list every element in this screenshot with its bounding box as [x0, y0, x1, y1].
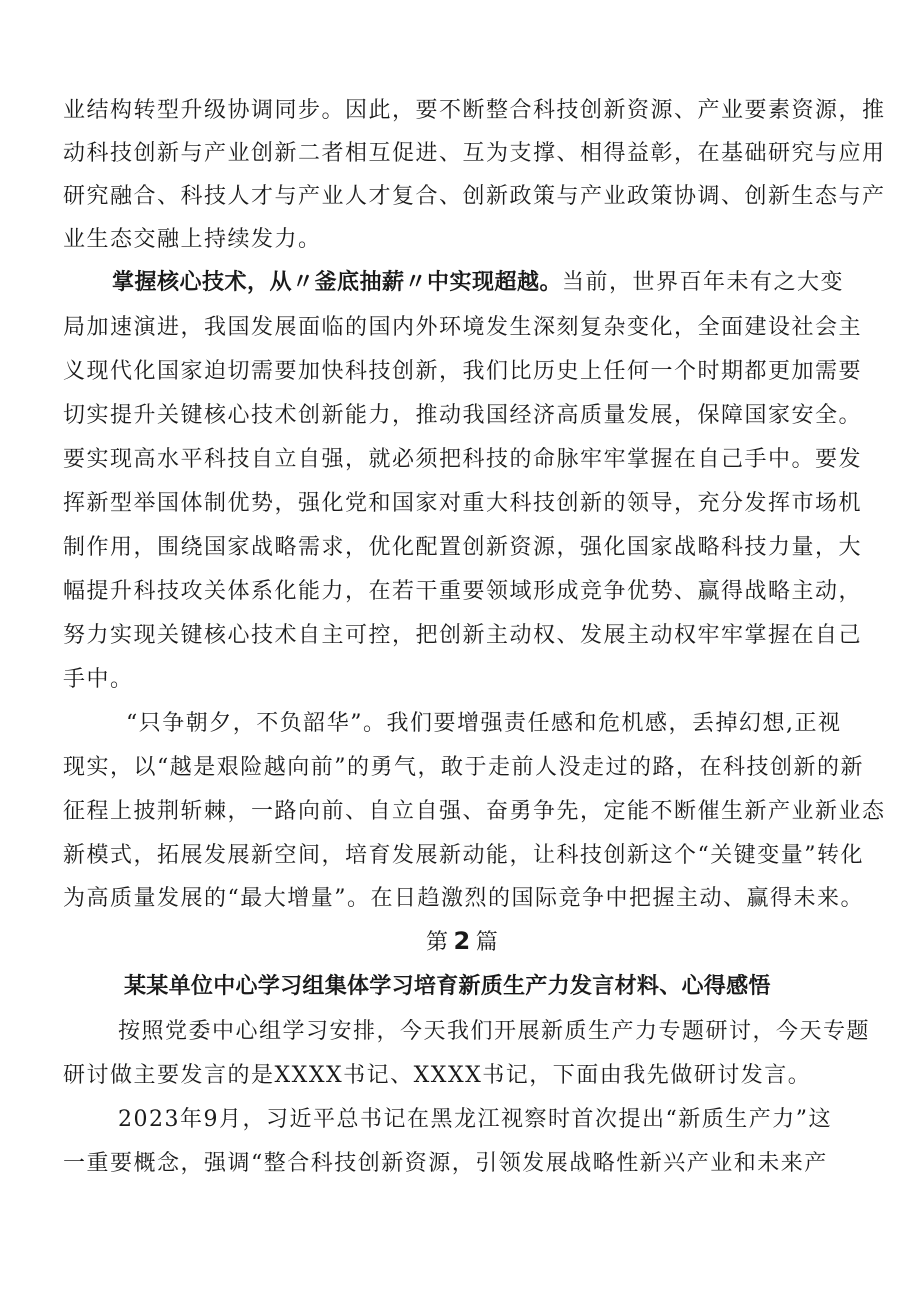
- section-label-prefix: 第: [426, 930, 450, 955]
- paragraph-line: 研究融合、科技人才与产业人才复合、创新政策与产业政策协调、创新生态与产: [63, 184, 886, 209]
- section-title-text: 某某单位中心学习组集体学习培育新质生产力发言材料、心得感悟: [124, 974, 771, 999]
- paragraph-line: 切实提升关键核心技术创新能力，推动我国经济高质量发展，保障国家安全。: [63, 403, 863, 428]
- paragraph-line: 挥新型举国体制优势，强化党和国家对重大科技创新的领导，充分发挥市场机: [63, 491, 863, 516]
- paragraph-line: 局加速演进，我国发展面临的国内外环境发生深刻复杂变化，全面建设社会主: [63, 315, 863, 340]
- paragraph-line: “只争朝夕，不负韶华”。我们要增强责任感和危机感，丢掉幻想,正视: [126, 711, 842, 736]
- paragraph-line: 动科技创新与产业创新二者相互促进、互为支撑、相得益彰，在基础研究与应用: [63, 141, 886, 166]
- paragraph-heading: 掌握核心技术，从〃釜底抽薪〃中实现超越。: [112, 270, 563, 295]
- section-number: 2: [453, 927, 472, 955]
- paragraph-line: 一重要概念，强调“整合科技创新资源，引领发展战略性新兴产业和未来产: [63, 1151, 828, 1176]
- paragraph-line: 2023年9月，习近平总书记在黑龙江视察时首次提出“新质生产力”这: [118, 1107, 832, 1132]
- paragraph-line: 为高质量发展的“最大增量”。在日趋激烈的国际竞争中把握主动、赢得未来。: [63, 886, 864, 911]
- section-label: [426, 919, 499, 963]
- paragraph-line: 幅提升科技攻关体系化能力，在若干重要领域形成竞争优势、赢得战略主动，: [63, 579, 863, 604]
- paragraph-line: 研讨做主要发言的是XXXX书记、XXXX书记，下面由我先做研讨发言。: [63, 1063, 812, 1088]
- paragraph-line: 业结构转型升级协调同步。因此，要不断整合科技创新资源、产业要素资源，推: [63, 98, 886, 123]
- paragraph-line: 新模式，拓展发展新空间，培育发展新动能，让科技创新这个“关键变量”转化: [63, 843, 864, 868]
- paragraph-line: 征程上披荆斩棘，一路向前、自立自强、奋勇争先，定能不断催生新产业新业态: [63, 799, 886, 824]
- section-title: [124, 965, 771, 1009]
- paragraph-line: 要实现高水平科技自立自强，就必须把科技的命脉牢牢掌握在自己手中。要发: [63, 447, 863, 472]
- paragraph-line: 手中。: [63, 667, 134, 692]
- section-label-suffix: 篇: [475, 930, 500, 955]
- paragraph-line: 按照党委中心组学习安排，今天我们开展新质生产力专题研讨，今天专题: [118, 1019, 871, 1044]
- paragraph-line: 义现代化国家迫切需要加快科技创新，我们比历史上任何一个时期都更加需要: [63, 359, 863, 384]
- paragraph-line: 制作用，围绕国家战略需求，优化配置创新资源，强化国家战略科技力量，大: [63, 535, 863, 560]
- paragraph-line: 现实，以“越是艰险越向前”的勇气，敢于走前人没走过的路，在科技创新的新: [63, 755, 864, 780]
- paragraph-line: 努力实现关键核心技术自主可控，把创新主动权、发展主动权牢牢掌握在自己: [63, 623, 863, 648]
- paragraph-first-line: [112, 261, 844, 305]
- paragraph-line: 业生态交融上持续发力。: [63, 227, 322, 252]
- paragraph-text: 当前，世界百年未有之大变: [562, 270, 845, 295]
